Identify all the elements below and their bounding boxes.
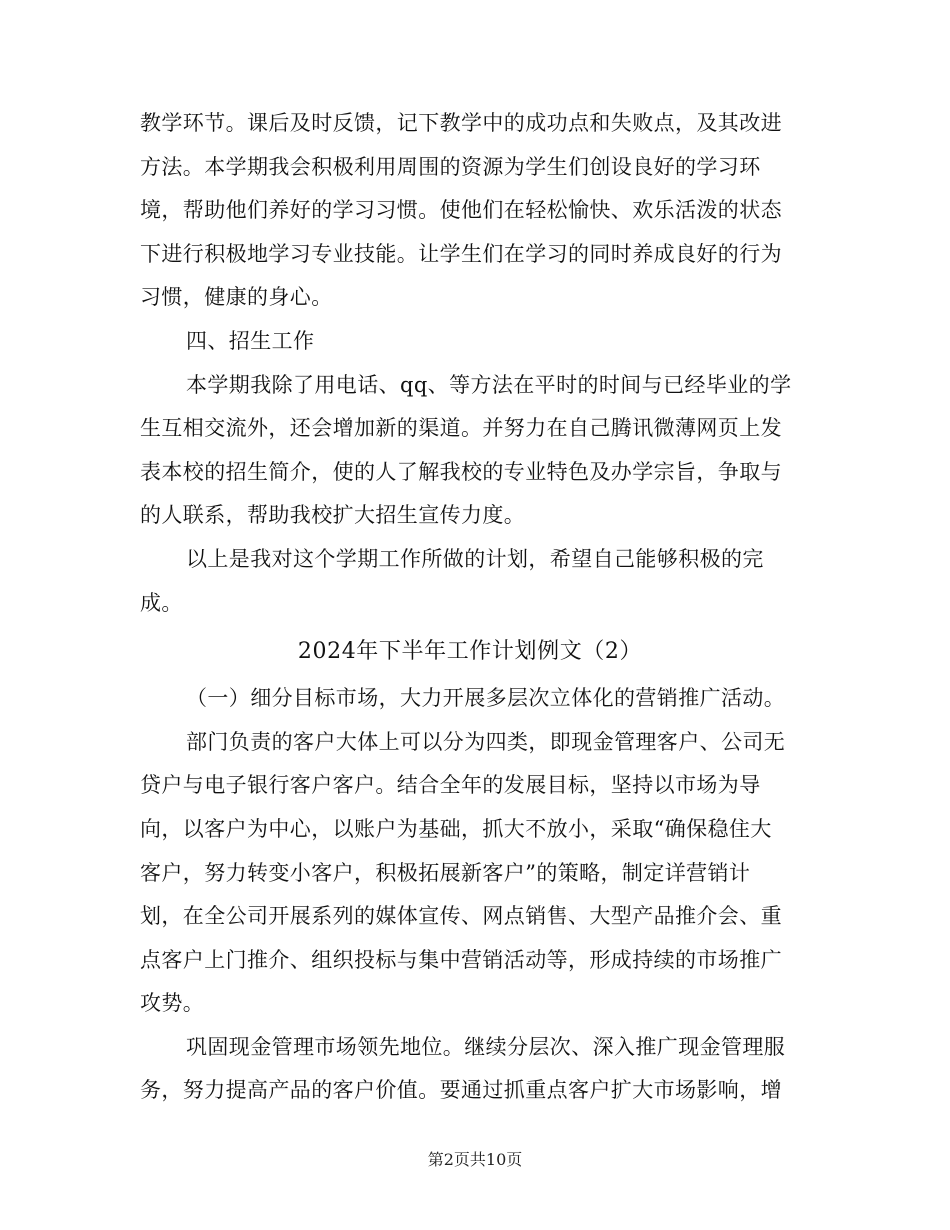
document-title: 2024年下半年工作计划例文（2） <box>297 639 643 665</box>
paragraph-line: 以上是我对这个学期工作所做的计划，希望自己能够积极的完 <box>186 546 764 571</box>
paragraph-line: 表本校的招生简介，使的人了解我校的专业特色及办学宗旨，争取与 <box>140 459 782 484</box>
paragraph-line: 部门负责的客户大体上可以分为四类，即现金管理客户、公司无 <box>186 729 786 754</box>
section-heading: 四、招生工作 <box>186 328 315 353</box>
paragraph-line: 巩固现金管理市场领先地位。继续分层次、深入推广现金管理服 <box>186 1034 786 1059</box>
paragraph-line: 点客户上门推介、组织投标与集中营销活动等，形成持续的市场推广 <box>140 947 782 972</box>
paragraph-line: 方法。本学期我会积极利用周围的资源为学生们创设良好的学习环 <box>140 154 761 179</box>
paragraph-line: 下进行积极地学习专业技能。让学生们在学习的同时养成良好的行为 <box>140 241 782 266</box>
paragraph-line: 务，努力提高产品的客户价值。要通过抓重点客户扩大市场影响，增 <box>140 1078 782 1103</box>
paragraph-line: 划，在全公司开展系列的媒体宣传、网点销售、大型产品推介会、重 <box>140 904 782 929</box>
section-heading: （一）细分目标市场，大力开展多层次立体化的营销推广活动。 <box>186 686 786 711</box>
paragraph-line: 向，以客户为中心，以账户为基础，抓大不放小，采取“确保稳住大 <box>140 816 772 841</box>
document-body <box>140 102 800 1113</box>
paragraph-line: 攻势。 <box>140 991 205 1016</box>
paragraph-line: 客户，努力转变小客户，积极拓展新客户”的策略，制定详营销计 <box>140 860 751 885</box>
paragraph-line: 贷户与电子银行客户客户。结合全年的发展目标，坚持以市场为导 <box>140 773 761 798</box>
paragraph-line: 本学期我除了用电话、qq、等方法在平时的时间与已经毕业的学 <box>186 372 792 397</box>
paragraph-line: 生互相交流外，还会增加新的渠道。并努力在自己腾讯微薄网页上发 <box>140 416 782 441</box>
paragraph-line: 习惯，健康的身心。 <box>140 285 333 310</box>
paragraph-line: 境，帮助他们养好的学习习惯。使他们在轻松愉快、欢乐活泼的状态 <box>140 198 782 223</box>
paragraph-line: 教学环节。课后及时反馈，记下教学中的成功点和失败点，及其改进 <box>140 111 782 135</box>
paragraph-line: 成。 <box>140 590 183 615</box>
paragraph-line: 的人联系，帮助我校扩大招生宣传力度。 <box>140 503 526 528</box>
page-number: 第2页共10页 <box>427 1150 523 1169</box>
